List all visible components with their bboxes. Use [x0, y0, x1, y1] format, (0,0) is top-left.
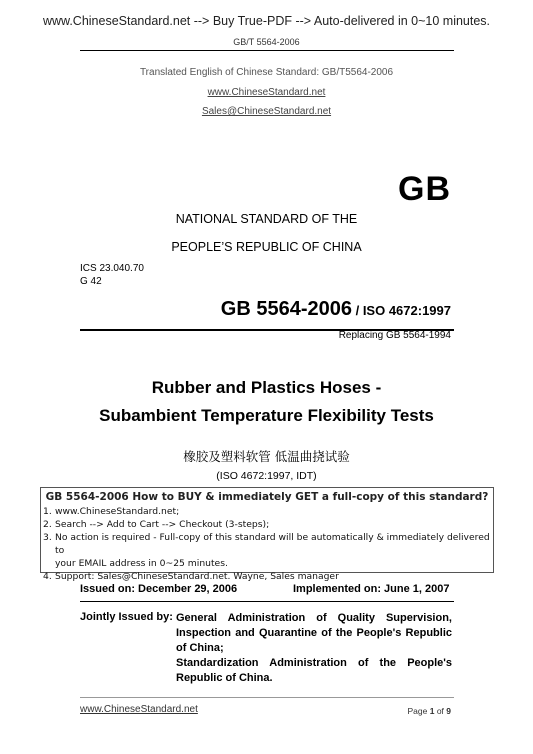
footer-divider: [80, 697, 454, 698]
national-standard-line1: NATIONAL STANDARD OF THE: [175, 212, 358, 226]
issuer-sac: Standardization Administration of the People's Republic of China.: [176, 657, 452, 684]
national-standard-line2: PEOPLE’S REPUBLIC OF CHINA: [171, 240, 362, 254]
footer-website-link[interactable]: www.ChineseStandard.net: [80, 704, 198, 715]
iso-idt-note: (ISO 4672:1997, IDT): [216, 470, 317, 482]
page-indicator: Page 1 of 9: [407, 706, 451, 716]
dates-divider: [80, 601, 454, 602]
list-item: 2. Search --> Add to Cart --> Checkout (3-steps);: [43, 519, 270, 530]
list-item: 4. Support: Sales@ChineseStandard.net. Wayne, Sales manager: [43, 571, 339, 582]
top-banner[interactable]: www.ChineseStandard.net --> Buy True-PDF --> Auto-delivered in 0~10 minutes.: [42, 14, 491, 28]
email-link[interactable]: Sales@ChineseStandard.net: [201, 106, 332, 117]
issuer-aqsiq: General Administration of Quality Supervision, Inspection and Quarantine of the People's Republic of China;: [176, 612, 452, 654]
gb-logo-mark: GB: [398, 170, 451, 208]
iso-number: / ISO 4672:1997: [351, 303, 451, 318]
issuers-block: [176, 611, 452, 686]
list-item-text: No action is required - Full-copy of this standard will be automatically & immediately delivered to: [55, 532, 490, 556]
list-item: 3. No action is required - Full-copy of this standard will be automatically & immediately delivered to: [43, 532, 490, 556]
title-line1: Rubber and Plastics Hoses -: [151, 378, 382, 397]
jointly-issued-label: Jointly Issued by:: [80, 611, 173, 623]
issued-date: Issued on: December 29, 2006: [80, 583, 238, 595]
list-item-text: Support: Sales@ChineseStandard.net. Wayne, Sales manager: [55, 571, 339, 582]
implemented-date: Implemented on: June 1, 2007: [293, 583, 450, 595]
gb-number: GB 5564-2006: [220, 298, 352, 320]
ics-code: [80, 262, 144, 288]
list-item: 1. www.ChineseStandard.net;: [43, 506, 180, 517]
list-item-text[interactable]: www.ChineseStandard.net;: [55, 506, 180, 517]
classification-code: G 42: [80, 276, 102, 287]
website-link[interactable]: www.ChineseStandard.net: [207, 87, 326, 98]
how-to-buy-heading: GB 5564-2006 How to BUY & immediately GET a full-copy of this standard?: [45, 491, 489, 503]
banner-standard-code: GB/T 5564-2006: [233, 37, 300, 47]
title-line2: Subambient Temperature Flexibility Tests: [99, 406, 434, 425]
how-to-buy-box: [40, 487, 494, 582]
standard-number: [221, 298, 451, 321]
page-total: 9: [446, 706, 451, 716]
list-item-text: your EMAIL address in 0~25 minutes.: [55, 558, 228, 569]
translated-note: Translated English of Chinese Standard: GB/T5564-2006: [139, 67, 394, 78]
chinese-title: 橡胶及塑料软管 低温曲挠试验: [183, 449, 350, 464]
banner-divider: [80, 50, 454, 51]
replacing-note: Replacing GB 5564-1994: [338, 330, 451, 341]
ics-number: ICS 23.040.70: [80, 263, 144, 274]
list-item-text: Search --> Add to Cart --> Checkout (3-steps);: [55, 519, 270, 530]
how-to-buy-list: [41, 505, 493, 583]
list-item: [41, 557, 493, 570]
standard-divider: [80, 329, 454, 331]
page-current: 1: [429, 706, 435, 716]
